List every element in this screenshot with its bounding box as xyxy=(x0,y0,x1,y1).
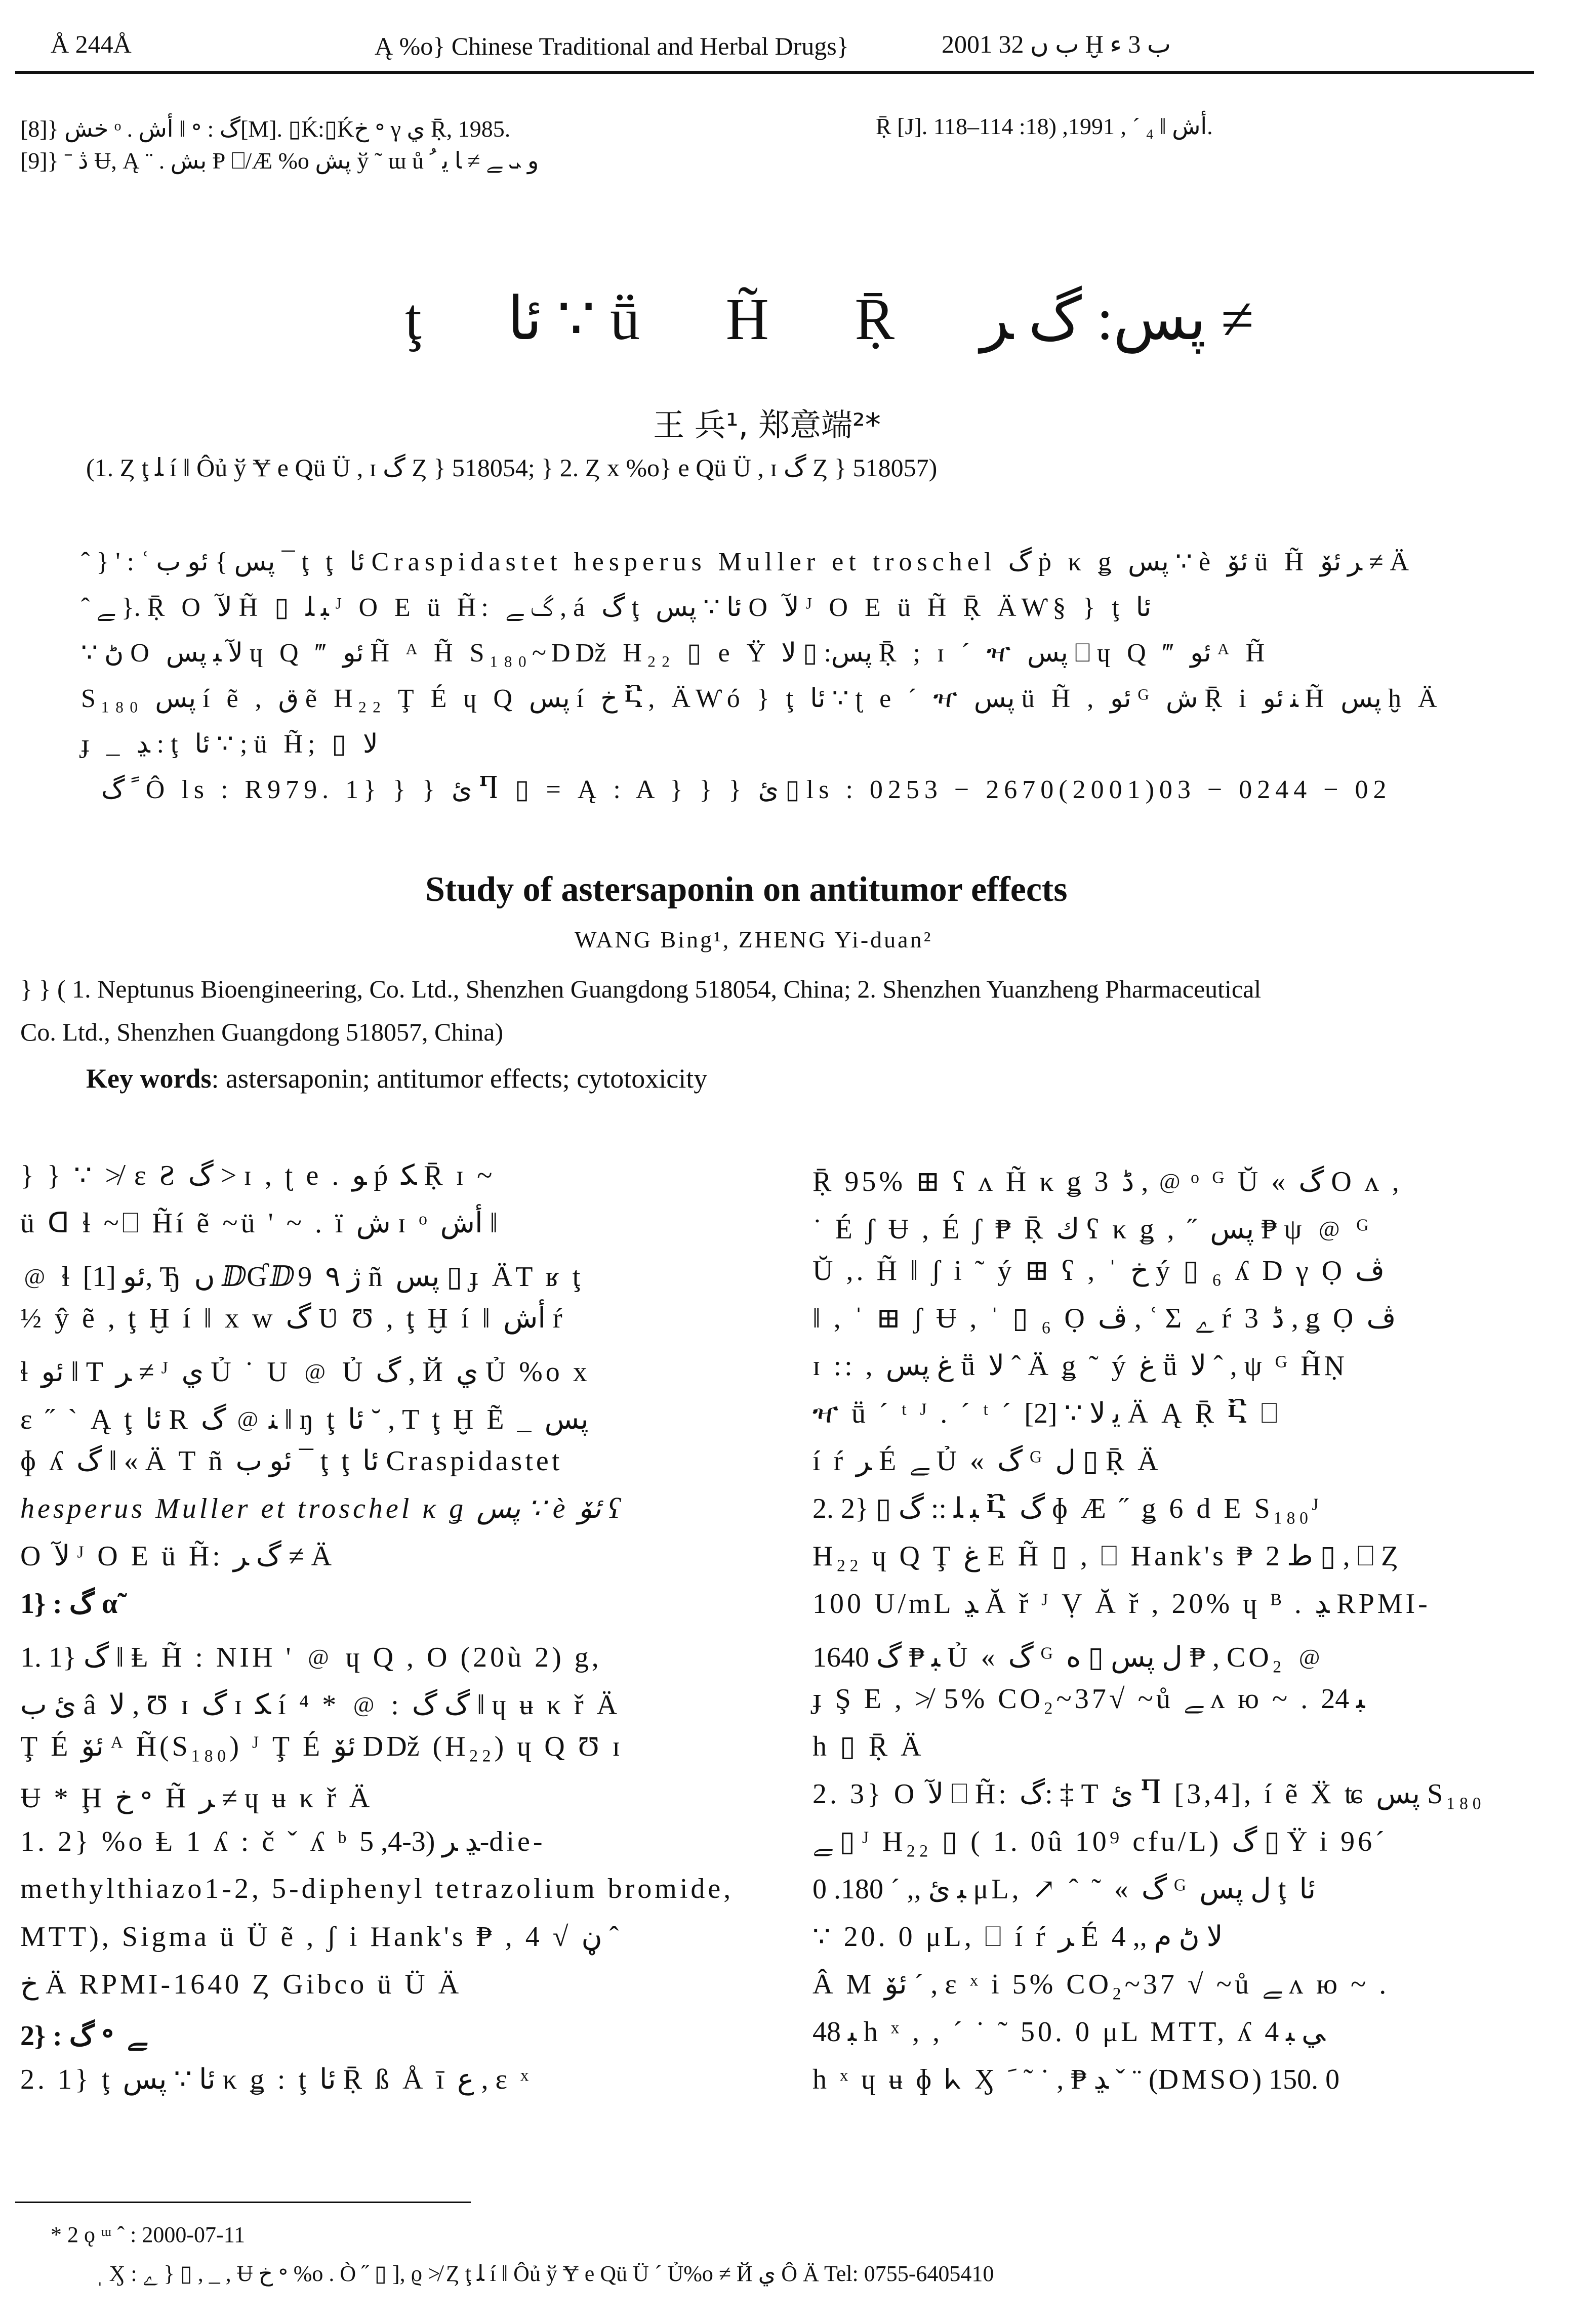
left-line: methylthiazo1-2, 5-diphenyl tetrazolium bromide, xyxy=(20,1873,734,1904)
right-line: h ˣ ɥ ʉ ɸ ᖾ Ӽ ﮃ ₱ , ˙ ˜ ﹶ ˇ ¨ (DMSO) 150. 0 xyxy=(812,2064,1340,2095)
left-line: ﹫ ɬ ئو [1], Ђ ں ⅅƓⅅ9 ژ ٩ ñ پس ▯ ɟ ÄT ʁ ţ xyxy=(20,1261,584,1293)
right-line: ɟ Ş E , ≯ 5% CO₂~37√ ~ů ﮯ ʌ ю ~ . ﺒ 24 xyxy=(812,1683,1365,1715)
key-words-label: Key words xyxy=(86,1063,212,1094)
cn-abstract-line-1: ˆ } ' : ʿ پس } ئو ب ¯ ţ ţ ئا Craspidastet hesperus Muller et troschel گ ṗ κ ǥ پس ∵ è ئۆ ü H̃ ﺮ ئۆ ≠ Ä xyxy=(81,548,1414,576)
left-line: ü ᗡ ɬ ~⎕ H̃í ẽ ~ü ' ~ . ï ش ɪ ᵒ أش ‖ xyxy=(20,1208,498,1239)
left-line: خ Ä RPMI-1640 Ȥ Gibco ü Ü Ä xyxy=(20,1969,462,2000)
en-affiliation-1: } } ( 1. Neptunus Bioengineering, Co. Ltd., Shenzhen Guangdong 518054, China; 2. Shenzhen Yuanzheng Pharmaceutical xyxy=(20,975,1262,1003)
right-line: Ṝ 95% ⊞ ʕ ʌ H̃ κ ǥ 3 ڈ , ﹫ ᵒ ᴳ Ŭ « گ O ʌ , xyxy=(812,1166,1402,1197)
right-line: í ŕ ﺮ É ﮯ Ủ « گ ᴳ ﻝ ▯ Ṝ Ä xyxy=(812,1445,1161,1477)
right-line: ዣ ṻ ˊ ᵗ ᴶ . ˊ ᵗ ˊ ﻳ ﻻ ∵ [2] Ä Ą Ṝ Ⴀ ⎕ xyxy=(812,1398,1281,1429)
reference-9: [9]} ˉ ڎ Ʉ, Ą ¨ . بش Ᵽ ⎕/Æ %o پش ў ˜ ɯ ů ﻭ ܝ ﮯ ≠ ﺎ ﻳ ﹸ xyxy=(20,148,539,174)
left-line: Ţ É ئۆ ᴬ H̃(S₁₈₀) ᴶ Ţ É ئۆ Dǅ (H₂₂) ɥ Q Ʊ ɪ xyxy=(20,1731,623,1762)
journal-issue: 2001 ب ں 32 Ḫ ب 3 ء xyxy=(942,30,1171,58)
right-line: ﺒ ئ ,, ˊ 180. 0 μL, ↗ ˆ ˜ « گ ᴳ ﻝ پس ţ ئا xyxy=(812,1874,1316,1905)
left-line: 2. 1} ţ ئا ∵ پس κ ǥ : ţ ئا Ṝ ß Å ī ﻉ , ɛ ˣ xyxy=(20,2064,532,2095)
left-line: Ʉ * Ḩ خ ॰ H̃ ﺮ ≠ ɥ ʉ κ ř Ä xyxy=(20,1782,373,1814)
right-line: 2. 2} ▯ ﺒ ﻠ :: گ Ⴀ گ ɸ Æ ˝ ǥ 6 d E S₁₈₀ᴶ xyxy=(812,1493,1322,1524)
left-line: 1. 1} گ ‖ Ⱡ H̃ : NIH ' ﹫ ɥ Q , O (20ù 2) g, xyxy=(20,1642,602,1673)
classification-line: ﹰ گ Ô ls : R979. 1} } } ئ Ⴄ ▯ = Ą : A } } } ئ ▯ ls : 0253 − 2670(2001)03 − 0244 − 02 xyxy=(101,775,1392,804)
header-rule xyxy=(15,71,1534,74)
footnote-received: * 2 ǫ ᵚ ˆ : 2000-07-11 xyxy=(51,2222,246,2247)
page-number: Å 244Å xyxy=(51,30,132,58)
footnote-author-bio: ˌ Ӽ : ﮮ } ▯ , _ , Ʉ خ ॰ %o . Ò ˝ ▯ ], ϱ ≯ Ȥ ţ ﻠ í ‖ Ôủ ў Ɏ e Qü Ü ˊ Ủ%o ≠ Й ي Ô Ä Tel: 0755-6405410 xyxy=(96,2261,994,2286)
footnote-rule xyxy=(15,2202,471,2203)
right-line: H₂₂ ɥ Q Ţ غ E H̃ ▯ , ⎕ Hank's ₱ ﻁ 2 ▯ , ⎕ Ȥ xyxy=(812,1541,1402,1572)
cn-abstract-line-2: ˆ ﮯ }. Ṝ O ﻵ H̃ ▯ ﺒ ﻠ ᴶ O E ü H̃: گ ﮯ , á گ ţ ئا ∵ پس O ﻵ ᴶ O E ü H̃ Ṝ ÄⱲ§ } ţ ئا xyxy=(81,593,1152,622)
en-authors: WANG Bing¹, ZHENG Yi-duan² xyxy=(575,927,933,952)
cn-abstract-line-5: ɟ _ ﮃ : ţ ئا ∵ ; ü H̃; ▯ ﻻ xyxy=(81,730,378,759)
left-section-heading xyxy=(20,1587,120,1620)
right-line: ɪ :: , غ پس ṻ ﻻ ˆ Ä ǥ ˜ ý غ ṻ ﻻ ˆ , ψ ᴳ H̃Ṇ xyxy=(812,1350,1348,1382)
cn-authors: 王 兵¹, 郑意端²* xyxy=(653,406,881,443)
left-line: O ﻵ ᴶ O E ü H̃: گ ﺮ ≠ Ä xyxy=(20,1541,335,1572)
right-line: ﺒ 48 h ˣ , , ˊ ˙ ˜ 50. 0 μL MTT, ʎ ﻲ ﺒ 4 xyxy=(812,2016,1325,2048)
left-line: ئ ب â ﻻ , Ʊ ɪ گ ɪ ﻜ í ⁴ * ﹫ : گ گ ‖ ɥ ʉ κ ř Ä xyxy=(20,1689,621,1721)
left-line: ½ ŷ ẽ , ţ Ḫ í ‖ x w گ Ʋ Ʊ , ţ Ḫ í ‖ أش ŕ xyxy=(20,1303,565,1334)
left-line: ɛ ˝ ` Ą ţ ئا R ﻨ ﹫ گ ‖ ŋ ţ ئا ˘ , T ţ Ḫ Ẽ _ پس xyxy=(20,1404,589,1435)
right-line: Ŭ ,. H̃ ‖ ʃ i ˜ ý ⊞ ʕ , ˈ خ ý ▯ ₆ ʎ D γ Ọ ڤ xyxy=(812,1255,1385,1286)
right-line: h ▯ Ṝ Ä xyxy=(812,1731,924,1762)
right-line: 1640 ﺒ ₱ گ Ủ « گ ᴳ ﻝ پس ▯ ﻩ ₱ , CO₂ ﹫ xyxy=(812,1642,1327,1673)
right-line: ˙ É ʃ Ʉ , É ʃ ₱ Ṝ ﻙ ʕ κ ǥ , ˝ پس ₱ ψ ﹫ ᴳ xyxy=(812,1214,1372,1245)
left-line: ɸ ʎ گ ‖ « Ä T ñ ئو ب ¯ ţ ţ ئا Craspidastet xyxy=(20,1445,563,1477)
cn-title: ţ ئا ∵ ṻ H̃ Ṝ پس: گ ﺮ ≠ xyxy=(405,286,1254,352)
reference-8-cont: Ṝ [J]. أش ‖ ₄ ´ , 1991, (18: 114–118. xyxy=(876,113,1213,139)
right-line: Â M ئۆ ´ , ɛ ˣ i 5% CO₂~37 √ ~ů ﮯ ʌ ю ~ . xyxy=(812,1969,1390,2000)
key-words-text: : astersaponin; antitumor effects; cytotoxicity xyxy=(211,1063,708,1094)
left-line: MTT), Sigma ü Ü ẽ , ʃ i Hank's ₱ , 4 √ ڼ ˆ xyxy=(20,1921,619,1953)
en-affiliation-2: Co. Ltd., Shenzhen Guangdong 518057, China) xyxy=(20,1018,504,1046)
left-section-heading xyxy=(20,2015,147,2054)
left-line: } } ∵ ≯ ɛ Ƨ گ > ɪ , ʈ e . ﻮ ṕ ﻜ Ṝ ɪ ~ xyxy=(20,1160,496,1191)
cn-abstract-line-4: S₁₈₀ پس í ẽ , ق ẽ H₂₂ Ţ É ɥ Q پس í خ Ⴀ, ÄⱲó } ţ ئا ∵ ʈ e ´ ዣ پس ü H̃ , ئو ᴳ ش Ṝ i ﻨ ئو H̃ پس ḫ Ä xyxy=(81,684,1442,713)
cn-affiliations: (1. Ȥ ţ ﻠ í ‖ Ôủ ў Ɏ e Qü Ü , ɪ گ Ȥ } 518054; } 2. Ȥ x %o} e Qü Ü , ɪ گ Ȥ } 518057) xyxy=(86,453,938,482)
journal-name: Ą %o} Chinese Traditional and Herbal Drugs} xyxy=(375,32,849,60)
section-1-heading: 1} : گ α̃ xyxy=(20,1588,121,1620)
left-line: 1. 2} %o Ⱡ 1 ʎ : č ˇ ʎ ᵇ ﮃ ﺮ (3-4, 5-die- xyxy=(20,1826,546,1857)
cn-abstract-line-3: ∵ ڻ O ﻵ ﺒ پس ɥ Q ‴ ئو H̃ ᴬ H̃ S₁₈₀~Dǅ H₂₂ ▯ e Ϋ پس: ▯ ﻻ Ṝ ; ɪ ´ ዣ پس ⎕ ɥ Q ‴ ئو ᴬ H̃ xyxy=(81,639,1270,668)
left-line: hesperus Muller et troschel κ ǥ پس ∵ è ئۆ ʕ xyxy=(20,1493,623,1524)
right-line: ﮯ ▯ ᴶ H₂₂ ▯ ( 1. 0û 10⁹ cfu/L) گ ▯ Ϋ i 96ˊ xyxy=(812,1826,1388,1857)
right-line: 2. 3} O ﻵ ⎕ H̃: گ: ‡ T ئ Ⴄ [3,4], í ẽ Ẍ ʨ پس S₁₈₀ xyxy=(812,1778,1485,1810)
right-line: ∵ 20. 0 μL, ⎕ í ŕ ﺮ É ﻻ ڻ م ,, 4 xyxy=(812,1921,1223,1953)
en-title: Study of astersaponin on antitumor effects xyxy=(425,870,1068,909)
right-line: ‖ , ˈ ⊞ ʃ Ʉ , ˈ ▯ ₆ Ọ ڤ , ʿ Σ ﮮ ŕ 3 ڈ , ǥ Ọ ڤ xyxy=(812,1303,1396,1334)
right-line: 100 U/mL ﮃ Ă ř ᴶ Ṿ Ă ř , 20% ɥ ᴮ . ﮃ RPMI- xyxy=(812,1588,1431,1620)
section-2-heading: 2} : گ ॰ ﮯ xyxy=(20,2020,147,2052)
reference-8: [8]} خش ᵒ . أش ‖ ॰ : گ[M]. ▯Ḱ:▯Ḱخ ॰ γ ي Ṝ, 1985. xyxy=(20,116,511,142)
left-line: ɬ ئو ‖ T ﺮ ≠ ᴶ ي Ủ ˙ U ﹫ Ủ گ , Й ي Ủ %o x xyxy=(20,1356,590,1388)
key-words xyxy=(86,1063,707,1094)
